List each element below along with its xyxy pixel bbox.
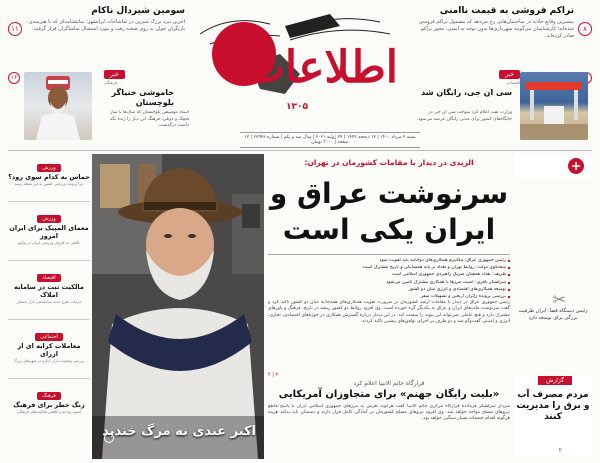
section-tag: خبر [499, 70, 520, 79]
actor-portrait-icon [92, 154, 264, 459]
item-title: حماس به کدام سوی رود؟ [8, 173, 90, 181]
lead-kicker: الزیدی در دیدار با مقامات کشورمان در تهران: [304, 158, 474, 167]
lead-bullets [268, 258, 510, 301]
report-title: مردم مصرف آب و برق را مدیریت کنند [516, 390, 590, 422]
page-number-badge: ۱۶ [8, 72, 20, 84]
second-kicker: قرارگاه خاتم الانبیا اعلام کرد [353, 380, 425, 387]
teaser-left[interactable] [10, 6, 185, 53]
dateline: شنبه ۲ مرداد ۱۴۰۰ | ۱۴ ذیحجه ۱۴۴۲ | ۲۴ ژوئیه ۲۰۲۱ | سال صد و یکم | شماره ۲۷۹۴۸ | ۱۲ صفحه | ۳۰۰۰ تومان [240, 132, 420, 148]
bullet-item: سخنگوی دولت: روابط تهران و بغداد بر پایه همسایگی و تاریخ مشترک است [268, 265, 510, 271]
list-item[interactable] [8, 264, 90, 315]
item-body: جزئیات طرح جدید ساماندهی بازار مسکن [16, 299, 82, 304]
report-box[interactable] [514, 376, 592, 456]
cng-news-block[interactable] [410, 70, 592, 145]
teaser-page-number: ۸ [578, 22, 592, 36]
divider [8, 260, 90, 261]
divider [8, 201, 90, 202]
musician-news-block[interactable] [8, 70, 193, 145]
teaser-right[interactable] [415, 6, 590, 53]
pattern-bar-icon [514, 154, 592, 178]
founding-year: ۱۳۰۵ [286, 102, 308, 112]
section-tag: فرهنگ [37, 392, 61, 400]
right-brief[interactable] [514, 308, 592, 322]
list-item[interactable] [8, 382, 90, 425]
section-tag: اجتماعی [35, 333, 63, 341]
actor-photo[interactable] [92, 154, 264, 459]
section-tag: ورزش [37, 215, 60, 223]
bullet-item: رئیس جمهوری عراق: مکانیزم همکاری‌های دوجانبه باید تقویت شود [268, 258, 510, 264]
section-tag: گزارش [538, 376, 572, 385]
lead-body: رئیس جمهوری عراق در دیدار با مقامات ارشد کشورمان بر ضرورت تقویت همکاری‌های همه‌جانبه میان دو کشور تاکید کرد و گفت سرنوشت ملت‌های ایران و عراق به یکدیگر گره خورده است. وی افزود روابط دو کشور ریشه در تاریخ، فرهنگ و باورهای مشترک دارد و هیچ عاملی نمی‌تواند این پیوند را سست کند. در این دیدار درباره گسترش همکاری در حوزه‌های اقتصادی، تجاری، انرژی و امنیتی گفت‌وگو شد و دو طرف بر اجرای توافق‌های پیشین تاکید کردند. [268, 300, 510, 325]
section-sub: اقتصادی [506, 80, 520, 85]
left-news-column [8, 154, 90, 459]
page-number: ۲ [558, 447, 562, 454]
item-body: چرا پرونده ورزشی کشور به این نقطه رسید [14, 181, 84, 186]
teaser-page-number: ۱۱ [8, 22, 22, 36]
item-body: بررسی وضعیت بازار اجاره در شهرهای بزرگ [13, 358, 85, 363]
list-item[interactable] [8, 154, 90, 197]
second-body-wrap [268, 404, 510, 438]
divider [8, 319, 90, 320]
section-tag: اقتصاد [37, 274, 60, 282]
list-item[interactable] [8, 323, 90, 374]
section-sub: فرهنگی [104, 80, 117, 85]
item-body: نگاهی به کاروان ورزشی ایران در توکیو [18, 240, 80, 245]
lead-story[interactable] [268, 154, 510, 459]
news-body: وزارت نفت اعلام کرد سوخت سی ان جی در جایگاه‌های کشور برای مدتی رایگان عرضه می‌شود. [416, 110, 512, 122]
section-tag: ورزش [37, 164, 60, 172]
masthead [190, 4, 410, 124]
second-headline: «بلیت رایگان جهنم» برای متجاوزان آمریکایی [278, 389, 500, 400]
bullet-item: ظریف: بغداد همچنان شریک راهبردی جمهوری اسلامی است [268, 272, 510, 278]
continued-on-page: ۲ | ۴ [268, 372, 279, 378]
teaser-title: سومین شیردال ناکام [91, 6, 185, 16]
musician-photo [24, 72, 92, 140]
item-body: کمبود بودجه و کاهش فعالیت‌های فرهنگی [16, 409, 82, 414]
crossed-tools-icon: ✂ [552, 290, 566, 309]
news-title: خاموشی خنیاگر بلوچستان [111, 88, 174, 107]
gas-station-photo [520, 72, 588, 140]
divider [8, 378, 90, 379]
right-news-column [514, 154, 592, 459]
bullet-item: توسعه همکاری‌های اقتصادی و انرژی میان دو کشور [268, 287, 510, 293]
news-title: سی ان جی، رایگان شد [421, 88, 512, 97]
teaser-body: بیشترین وقایع حادثه در ساختمان‌هایی رخ می‌دهد که مشمول تراکم فروشی شده‌اند؛ کارشناسان می‌گویند شهرداری‌ها بدون توجه به ایمنی، مجوز تراکم صادر کرده‌اند. [418, 19, 574, 39]
item-title: معمای المپیک برای ایران امروز [9, 224, 89, 240]
divider [268, 254, 510, 255]
section-tag: خبر [104, 70, 125, 79]
photo-caption: اکبر عبدی به مرگ خندید [102, 424, 256, 439]
divider [8, 150, 592, 151]
teaser-body: آخرین نبرد بزرگ شیرین در تماشاخانه ایرانشهر؛ نمایشنامه‌ای که با هنرمندی بازیگران جوان به روی صحنه رفت و مورد استقبال تماشاگران قرار گرفت. [28, 19, 185, 32]
list-item[interactable] [8, 205, 90, 256]
second-body: سردار سرلشکر فرمانده قرارگاه مرکزی خاتم الانبیا گفت هرگونه تعرض به مرزهای جمهوری اسلامی ایران با پاسخ قاطع نیروهای مسلح مواجه خواهد شد. وی افزود نیروهای مسلح کشورمان در آمادگی کامل قرار دارند و دشمنان باید بدانند هزینه هرگونه اقدام خصمانه بسیار سنگین خواهد بود. [268, 404, 510, 422]
item-title: مالکیت ثبت در سامانه املاک [14, 283, 84, 299]
bullet-item: سرلشکر باقری: امنیت مرزها با همکاری مشترک تامین می‌شود [268, 280, 510, 286]
teaser-title: تراکم فروشی به قیمت ناامنی [439, 6, 574, 16]
second-story[interactable] [268, 380, 510, 438]
brief-title: رئیس دستگاه قضا: ایران ظرفیت بزرگی برای توسعه دارد [518, 308, 588, 321]
item-title: زنگ خطر برای فرهنگ [13, 401, 85, 409]
lead-headline: سرنوشت عراق و ایران یکی است [269, 177, 509, 246]
bullet-item: بررسی پرونده زائران اربعین و تسهیلات سفر [268, 294, 510, 300]
item-title: معاملات کرایه ای از ازرای [17, 342, 81, 358]
news-body: استاد موسیقی بلوچستان که سال‌ها با ساز قیچک و دونلی، فرهنگ این دیار را زنده نگه داشت درگذشت. [109, 110, 189, 128]
page-marker-icon [104, 433, 114, 443]
newspaper-title: اطلاعات [243, 42, 398, 93]
